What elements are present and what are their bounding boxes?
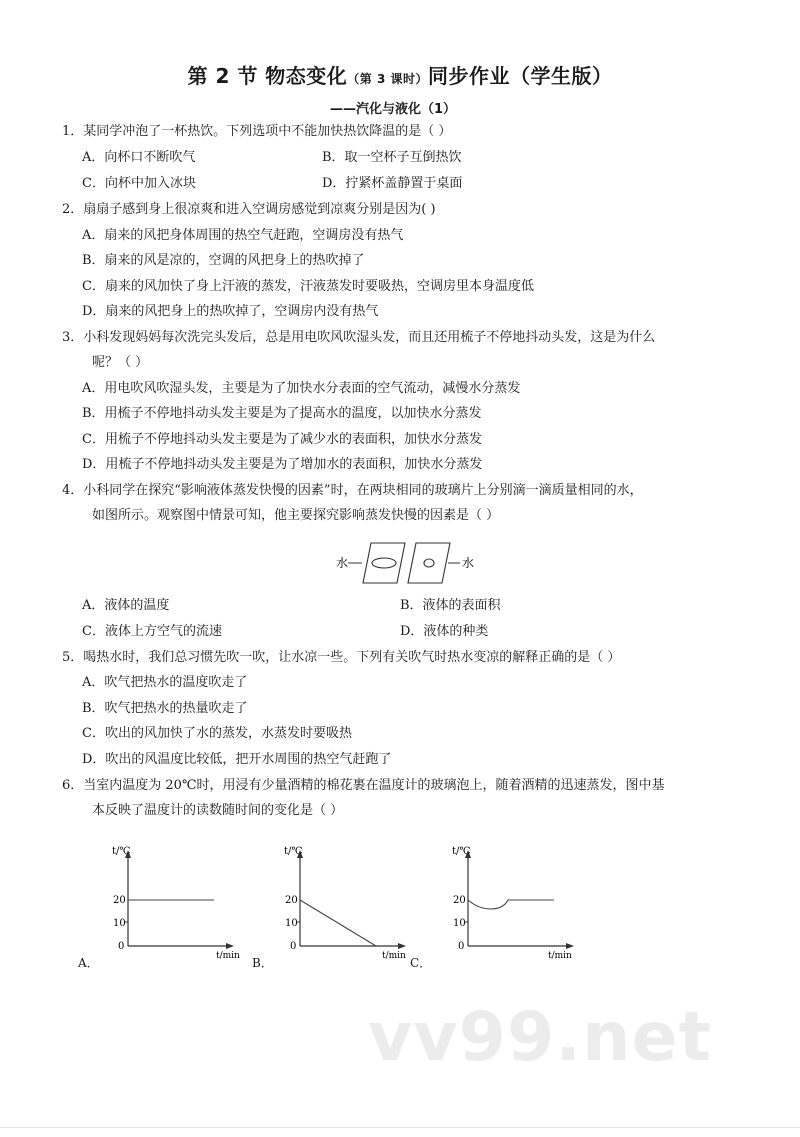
graph-b-label: B． — [252, 956, 273, 970]
glass-plate-left — [363, 543, 405, 583]
question-5-option-d: D．吹出的风温度比较低，把开水周围的热空气赶跑了 — [82, 752, 392, 767]
graph-c-label: C． — [410, 956, 432, 970]
question-5-option-b: B．吹气把热水的热量吹走了 — [82, 701, 248, 716]
tick-10: 10 — [285, 918, 298, 929]
question-3-stem-cont: 呢？（ ） — [92, 355, 149, 370]
question-5-option-c: C．吹出的风加快了水的蒸发，水蒸发时要吸热 — [82, 726, 352, 741]
question-3-option-b: B．用梳子不停地抖动头发主要是为了提高水的温度，以加快水分蒸发 — [82, 406, 482, 421]
tick-0: 0 — [290, 941, 297, 952]
y-axis-label: t/℃ — [284, 846, 303, 857]
temperature-curve — [300, 900, 376, 946]
graph-a — [100, 842, 240, 962]
water-label-left: 水 — [336, 556, 349, 570]
water-drop-spread — [372, 558, 396, 568]
tick-10: 10 — [453, 918, 466, 929]
x-axis-label: t/min — [548, 951, 572, 961]
question-2-option-b: B．扇来的风是凉的，空调的风把身上的热吹掉了 — [82, 253, 365, 268]
x-axis-label: t/min — [382, 951, 406, 961]
watermark: vv99.net — [368, 998, 713, 1077]
question-2-option-c: C．扇来的风加快了身上汗液的蒸发，汗液蒸发时要吸热，空调房里本身温度低 — [82, 279, 534, 294]
tick-0: 0 — [118, 941, 125, 952]
page-subtitle: ——汽化与液化（1） — [330, 102, 457, 117]
question-1-option-a: A．向杯口不断吹气 — [82, 150, 196, 165]
glass-plate-figure — [328, 538, 488, 588]
question-3-option-a: A．用电吹风吹湿头发，主要是为了加快水分表面的空气流动，减慢水分蒸发 — [82, 381, 521, 396]
question-2-stem: 2．扇扇子感到身上很凉爽和进入空调房感觉到凉爽分别是因为( ) — [62, 202, 436, 217]
temperature-curve — [468, 900, 554, 909]
question-4-stem-cont: 如图所示。观察图中情景可知，他主要探究影响蒸发快慢的因素是（ ） — [92, 508, 500, 523]
question-3-option-d: D．用梳子不停地抖动头发主要是为了增加水的表面积，加快水分蒸发 — [82, 457, 483, 472]
water-drop-small — [424, 559, 434, 567]
page-title: 第 2 节 物态变化（第 3 课时）同步作业（学生版） — [187, 64, 613, 88]
tick-20: 20 — [453, 895, 466, 906]
x-axis-arrow — [226, 943, 234, 949]
y-axis-label: t/℃ — [112, 846, 131, 857]
page-bottom-divider — [0, 1127, 800, 1128]
question-5-option-a: A．吹气把热水的温度吹走了 — [82, 675, 248, 690]
water-label-right: 水 — [462, 556, 475, 570]
question-3-option-c: C．用梳子不停地抖动头发主要是为了减少水的表面积，加快水分蒸发 — [82, 432, 482, 447]
tick-20: 20 — [285, 895, 298, 906]
question-4-option-d: D．液体的种类 — [400, 624, 489, 639]
graph-b — [272, 842, 412, 962]
question-1-option-d: D．拧紧杯盖静置于桌面 — [322, 176, 463, 191]
question-4-option-b: B．液体的表面积 — [400, 598, 501, 613]
question-2-option-d: D．扇来的风把身上的热吹掉了，空调房内没有热气 — [82, 304, 379, 319]
question-4-stem: 4．小科同学在探究“影响液体蒸发快慢的因素”时，在两块相同的玻璃片上分别滴一滴质量相同的水， — [62, 483, 643, 498]
question-4-option-c: C．液体上方空气的流速 — [82, 624, 222, 639]
question-3-stem: 3．小科发现妈妈每次洗完头发后，总是用电吹风吹湿头发，而且还用梳子不停地抖动头发，这是为什么 — [62, 330, 656, 345]
question-5-stem: 5．喝热水时，我们总习惯先吹一吹，让水凉一些。下列有关吹气时热水变凉的解释正确的是（ ） — [62, 650, 621, 665]
y-axis-label: t/℃ — [452, 846, 471, 857]
graph-a-label: A． — [78, 956, 99, 970]
question-1-option-c: C．向杯中加入冰块 — [82, 176, 196, 191]
tick-0: 0 — [458, 941, 465, 952]
question-6-stem: 6．当室内温度为 20℃时，用浸有少量酒精的棉花裹在温度计的玻璃泡上，随着酒精的迅速蒸发，图中基 — [62, 778, 665, 793]
x-axis-arrow — [398, 943, 406, 949]
question-2-option-a: A．扇来的风把身体周围的热空气赶跑，空调房没有热气 — [82, 228, 404, 243]
glass-plate-right — [408, 543, 450, 583]
tick-10: 10 — [113, 918, 126, 929]
question-4-option-a: A．液体的温度 — [82, 598, 170, 613]
graph-c — [440, 842, 580, 962]
tick-20: 20 — [113, 895, 126, 906]
x-axis-label: t/min — [216, 951, 240, 961]
question-1-stem: 1．某同学冲泡了一杯热饮。下列选项中不能加快热饮降温的是（ ） — [62, 124, 452, 139]
question-6-stem-cont: 本反映了温度计的读数随时间的变化是（ ） — [92, 803, 344, 818]
x-axis-arrow — [566, 943, 574, 949]
question-1-option-b: B．取一空杯子互倒热饮 — [322, 150, 462, 165]
